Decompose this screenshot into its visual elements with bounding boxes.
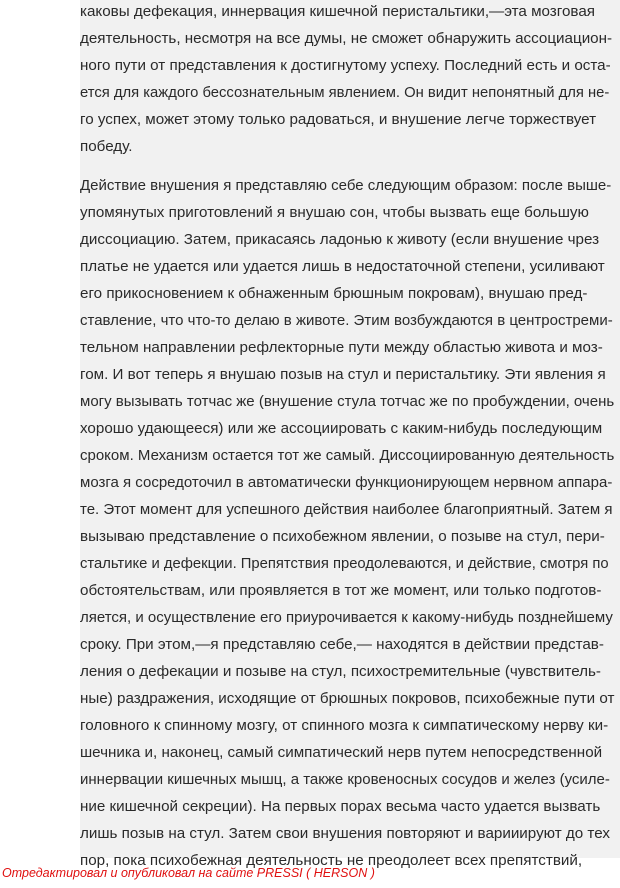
text-line: ные) раздражения, исходящие от брюшных покровов, психобежные пути от (80, 690, 615, 707)
text-line: шечника и, наконец, самый симпатический нерв путем непосредственной (80, 744, 603, 761)
text-line: сроком. Механизм остается тот же самый. Диссоциированную деятельность (80, 447, 615, 464)
text-line: победу. (80, 138, 133, 155)
text-line: гом. И вот теперь я внушаю позыв на стул и перистальтику. Эти явления я (80, 366, 606, 383)
text-line: мозга я сосредоточил в автоматически функционирующем нервном аппара- (80, 474, 613, 491)
text-line: платье не удается или удается лишь в недостаточной степени, усиливают (80, 258, 605, 275)
text-line: стальтике и дефекции. Препятствия преодолеваются, и действие, смотря по (80, 556, 609, 572)
text-line: го успех, может этому только радоваться, и внушение легче торжествует (80, 111, 597, 128)
text-line: могу вызывать тотчас же (внушение стула тотчас же по пробуждении, очень (80, 393, 615, 410)
text-line: вызываю представление о психобежном явлении, о позыве на стул, пери- (80, 528, 605, 545)
text-line: хорошо удающееся) или же ассоциировать с каким-нибудь последующим (80, 420, 603, 437)
text-line: деятельность, несмотря на все думы, не сможет обнаружить ассоциацион- (80, 30, 613, 47)
text-line: ставление, что что-то делаю в животе. Этим возбуждаются в центростреми- (80, 312, 613, 329)
text-line: обстоятельствам, или проявляется в тот же момент, или только подготов- (80, 582, 602, 599)
text-line: каковы дефекация, иннервация кишечной перистальтики,—эта мозговая (80, 3, 595, 20)
text-line: ного пути от представления к достигнутому успеху. Последний есть и оста- (80, 57, 611, 74)
text-line: лишь позыв на стул. Затем свои внушения повторяют и варииируют до тех (80, 825, 610, 842)
text-line: ется для каждого бессознательным явлением. Он видит непонятный для не- (80, 85, 610, 101)
text-line: пор, пока психобежная деятельность не преодолеет всех препятствий, (80, 852, 583, 869)
text-line: упомянутых приготовлений я внушаю сон, чтобы вызвать еще большую (80, 204, 589, 221)
text-line: иннервации кишечных мышц, а также кровеносных сосудов и желез (усиле- (80, 771, 610, 788)
text-line: ляется, и осуществление его приурочивается к какому-нибудь позднейшему (80, 609, 613, 626)
text-line: диссоциацию. Затем, прикасаясь ладонью к животу (если внушение чрез (80, 231, 600, 248)
text-line: сроку. При этом,—я представляю себе,— находятся в действии представ- (80, 636, 604, 653)
text-line: ние кишечной секреции). На первых порах весьма часто удается вызвать (80, 798, 601, 815)
text-line: те. Этот момент для успешного действия наиболее благоприятный. Затем я (80, 501, 613, 518)
text-line: Действие внушения я представляю себе следующим образом: после выше- (80, 177, 612, 194)
text-line: его прикосновением к обнаженным брюшным покровам), внушаю пред- (80, 285, 588, 302)
text-line: ления о дефекации и позыве на стул, психостремительные (чувствитель- (80, 663, 601, 680)
text-line: головного к спинному мозгу, от спинного мозга к симпатическому нерву ки- (80, 717, 609, 734)
text-line: тельном направлении рефлекторные пути между областью живота и моз- (80, 339, 603, 356)
footer-credit: Отредактировал и опубликовал на сайте PRESSI ( HERSON ) (2, 866, 375, 880)
